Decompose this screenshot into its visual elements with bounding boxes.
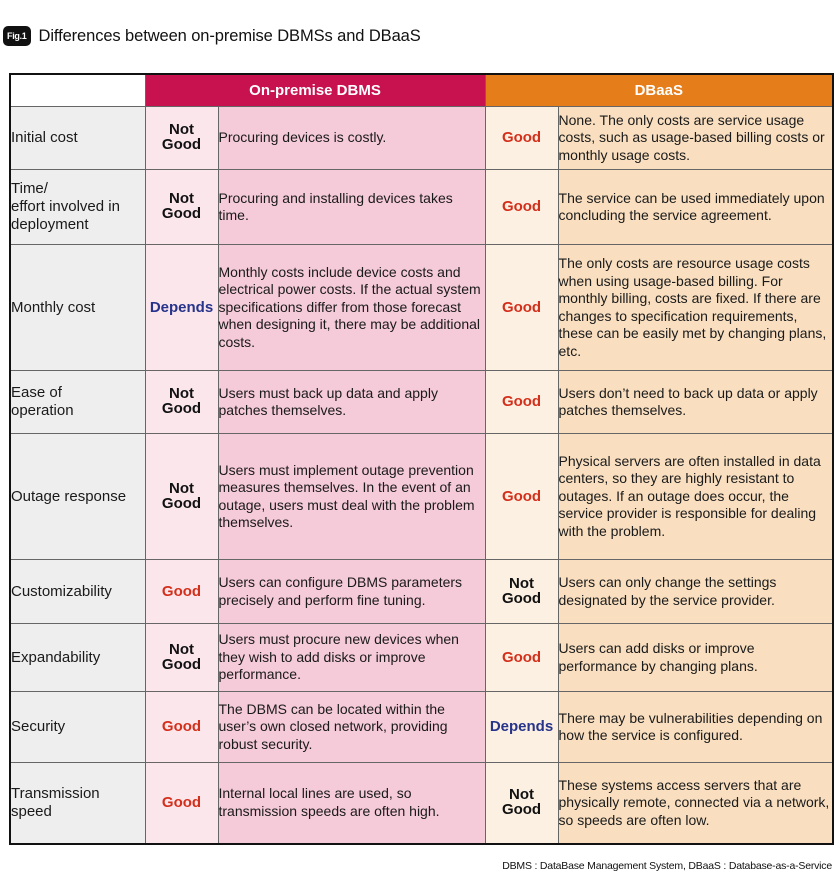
table-row (10, 624, 833, 692)
rating-label: Not Good (161, 190, 202, 222)
rating-label: Not Good (161, 640, 202, 673)
table-row (10, 170, 833, 245)
description-text: Users must procure new devices when they wish to add disks or improve performance. (218, 631, 459, 683)
table-row (10, 692, 833, 763)
description-text: Physical servers are often installed in data centers, so they are highly resistant to outages. If an outage does occur, the service provider is responsible for dealing with the problem. (558, 452, 821, 539)
description-text: Users don’t need to back up data or apply patches themselves. (558, 384, 818, 418)
dbaas-rating-cell (485, 624, 558, 692)
rating-label: Good (161, 582, 202, 600)
criterion-label: Customizability (11, 582, 112, 600)
figure-badge: Fig.1 (3, 26, 31, 46)
criterion-cell (10, 560, 145, 624)
table-row (10, 107, 833, 170)
description-text: Monthly costs include device costs and electrical power costs. If the actual system specifications differ from those forecast when designing it, there may be additional costs. (218, 263, 481, 350)
criterion-label: Security (11, 718, 66, 735)
onprem-description-cell (218, 560, 485, 624)
dbaas-description-cell (558, 692, 833, 763)
onprem-rating-cell (145, 245, 218, 371)
criterion-cell (10, 434, 145, 560)
onprem-description-cell (218, 434, 485, 560)
onprem-description-cell (218, 371, 485, 434)
dbaas-description-cell (558, 434, 833, 560)
footnote: DBMS : DataBase Management System, DBaaS : Database-as-a-Service (502, 860, 832, 872)
header-corner (10, 74, 145, 107)
table-row (10, 245, 833, 371)
rating-label: Good (501, 393, 542, 410)
description-text: Procuring devices is costly. (218, 129, 387, 146)
dbaas-rating-cell (485, 692, 558, 763)
rating-label: Good (161, 793, 202, 811)
table-body (10, 107, 833, 844)
table-row (10, 560, 833, 624)
rating-label: Not Good (161, 385, 202, 417)
rating-label: Not Good (161, 121, 202, 153)
description-text: These systems access servers that are physically remote, connected via a network, so speeds are often low. (558, 776, 830, 828)
figure-header (3, 25, 421, 47)
criterion-cell (10, 107, 145, 170)
onprem-rating-cell (145, 560, 218, 624)
onprem-description-cell (218, 624, 485, 692)
header-on-premise: On-premise DBMS (145, 74, 485, 107)
description-text: Users must back up data and apply patches themselves. (218, 384, 438, 418)
comparison-table (9, 73, 834, 845)
rating-label: Good (501, 298, 542, 316)
description-text: Users can configure DBMS parameters precisely and perform fine tuning. (218, 574, 463, 608)
rating-label: Good (501, 648, 542, 666)
criterion-cell (10, 245, 145, 371)
description-text: None. The only costs are service usage costs, such as usage-based billing costs or monthly usage costs. (558, 111, 825, 163)
criterion-label: Initial cost (11, 129, 78, 146)
criterion-label: Monthly cost (11, 298, 96, 316)
onprem-rating-cell (145, 763, 218, 844)
rating-label: Good (501, 129, 542, 146)
table-row (10, 371, 833, 434)
table-row (10, 434, 833, 560)
description-text: Users can only change the settings designated by the service provider. (558, 574, 777, 608)
rating-label: Not Good (501, 574, 542, 607)
dbaas-description-cell (558, 107, 833, 170)
dbaas-rating-cell (485, 107, 558, 170)
description-text: Procuring and installing devices takes time. (218, 189, 453, 223)
onprem-description-cell (218, 107, 485, 170)
dbaas-rating-cell (485, 170, 558, 245)
rating-label: Good (161, 718, 202, 735)
criterion-cell (10, 170, 145, 245)
dbaas-rating-cell (485, 560, 558, 624)
criterion-label: Expandability (11, 648, 101, 666)
dbaas-description-cell (558, 170, 833, 245)
onprem-rating-cell (145, 692, 218, 763)
onprem-description-cell (218, 763, 485, 844)
onprem-rating-cell (145, 434, 218, 560)
rating-label: Good (501, 198, 542, 215)
dbaas-description-cell (558, 624, 833, 692)
criterion-label: Ease of operation (11, 384, 74, 419)
description-text: Users can add disks or improve performance by changing plans. (558, 640, 758, 674)
table-row (10, 763, 833, 844)
dbaas-rating-cell (485, 371, 558, 434)
rating-label: Good (501, 487, 542, 505)
onprem-description-cell (218, 245, 485, 371)
dbaas-description-cell (558, 371, 833, 434)
rating-label: Not Good (161, 479, 202, 512)
description-text: The DBMS can be located within the user’s own closed network, providing robust security. (218, 700, 448, 752)
dbaas-description-cell (558, 560, 833, 624)
header-dbaas: DBaaS (485, 74, 833, 107)
description-text: There may be vulnerabilities depending on how the service is configured. (558, 709, 823, 743)
figure-title: Differences between on-premise DBMSs and DBaaS (38, 26, 421, 45)
criterion-cell (10, 624, 145, 692)
onprem-description-cell (218, 170, 485, 245)
onprem-rating-cell (145, 624, 218, 692)
dbaas-rating-cell (485, 763, 558, 844)
dbaas-rating-cell (485, 434, 558, 560)
criterion-label: Outage response (11, 487, 127, 505)
onprem-rating-cell (145, 371, 218, 434)
rating-label: Depends (149, 298, 214, 316)
rating-label: Depends (489, 718, 554, 735)
rating-label: Not Good (501, 785, 542, 818)
criterion-label: Transmission speed (11, 784, 100, 820)
criterion-label: Time/ effort involved in deployment (11, 180, 120, 233)
dbaas-rating-cell (485, 245, 558, 371)
dbaas-description-cell (558, 763, 833, 844)
description-text: Internal local lines are used, so transmission speeds are often high. (218, 785, 440, 819)
criterion-cell (10, 763, 145, 844)
dbaas-description-cell (558, 245, 833, 371)
description-text: Users must implement outage prevention measures themselves. In the event of an outage, users must deal with the problem themselves. (218, 461, 475, 530)
criterion-cell (10, 692, 145, 763)
criterion-cell (10, 371, 145, 434)
description-text: The only costs are resource usage costs when using usage-based billing. For monthly billing, costs are fixed. If there are changes to specification requirements, these can be easily met by changing plans, etc. (558, 255, 827, 359)
onprem-rating-cell (145, 107, 218, 170)
table-header-row (10, 74, 833, 107)
description-text: The service can be used immediately upon concluding the service agreement. (558, 189, 825, 223)
onprem-rating-cell (145, 170, 218, 245)
onprem-description-cell (218, 692, 485, 763)
